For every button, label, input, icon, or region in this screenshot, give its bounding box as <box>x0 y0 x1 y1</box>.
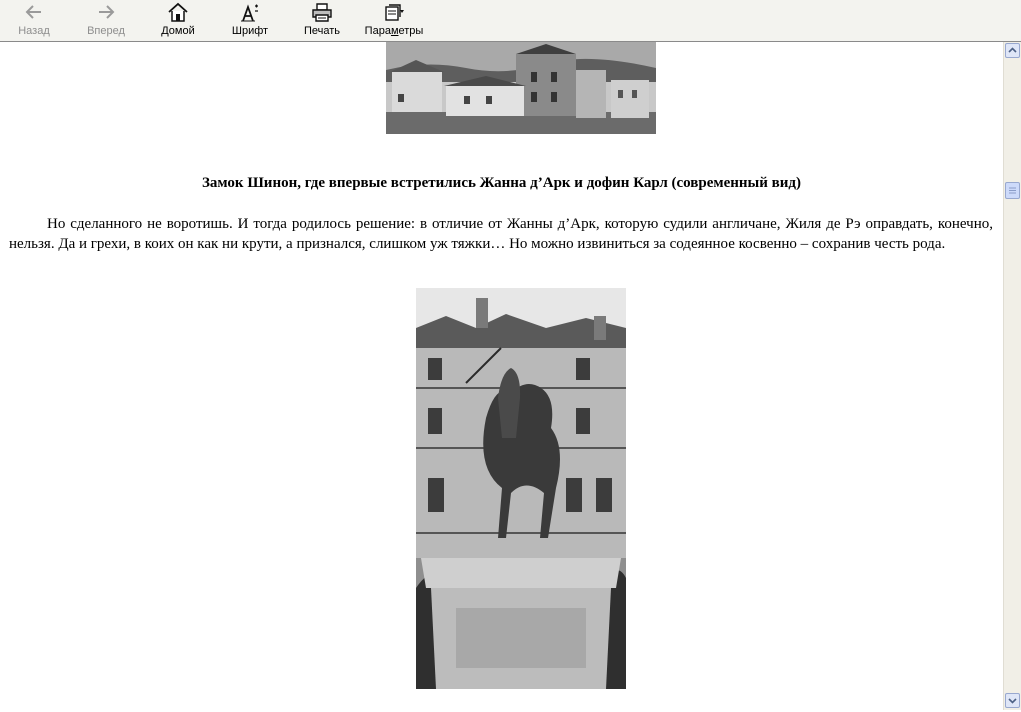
options-label-accesskey: м <box>390 25 399 37</box>
print-button[interactable] <box>300 2 344 40</box>
options-icon <box>383 2 405 22</box>
vertical-scrollbar[interactable] <box>1003 42 1021 710</box>
options-button[interactable] <box>362 2 426 40</box>
home-icon <box>167 2 189 22</box>
options-label-part-a: Пара <box>364 25 391 37</box>
back-button[interactable] <box>14 2 54 40</box>
forward-label: Вперед <box>87 25 125 37</box>
toolbar <box>0 0 1021 42</box>
grip-icon <box>1006 183 1019 198</box>
scroll-down-button[interactable] <box>1005 693 1020 708</box>
scroll-thumb[interactable] <box>1005 182 1020 199</box>
forward-button[interactable] <box>84 2 128 40</box>
arrow-left-icon <box>23 2 45 22</box>
home-button[interactable] <box>157 2 199 40</box>
font-button[interactable] <box>229 2 271 40</box>
body-paragraph: Но сделанного не воротишь. И тогда родилось решение: в отличие от Жанны д’Арк, которую судили англичане, Жиля де Рэ оправдать, конечно, нельзя. Да и грехи, в коих он как ни крути, а признался, слишком уж тяжки… Но можно извиниться за содеянное косвенно – сохранив честь рода. <box>9 216 993 252</box>
chinon-castle-photo <box>386 42 656 134</box>
arrow-right-icon <box>95 2 117 22</box>
home-label: Домой <box>161 25 195 37</box>
options-label-part-b: етры <box>398 25 424 37</box>
chevron-up-icon <box>1006 44 1019 57</box>
chevron-down-icon <box>1006 694 1019 707</box>
font-label: Шрифт <box>231 25 269 37</box>
image-caption: Замок Шинон, где впервые встретились Жанна д’Арк и дофин Карл (современный вид) <box>202 175 801 191</box>
print-label: Печать <box>303 25 341 37</box>
font-size-icon <box>239 2 261 22</box>
options-label <box>362 25 426 37</box>
scroll-up-button[interactable] <box>1005 43 1020 58</box>
joan-of-arc-statue-photo <box>416 288 626 689</box>
back-label: Назад <box>18 25 50 37</box>
document-view[interactable] <box>0 42 1003 710</box>
printer-icon <box>311 2 333 22</box>
